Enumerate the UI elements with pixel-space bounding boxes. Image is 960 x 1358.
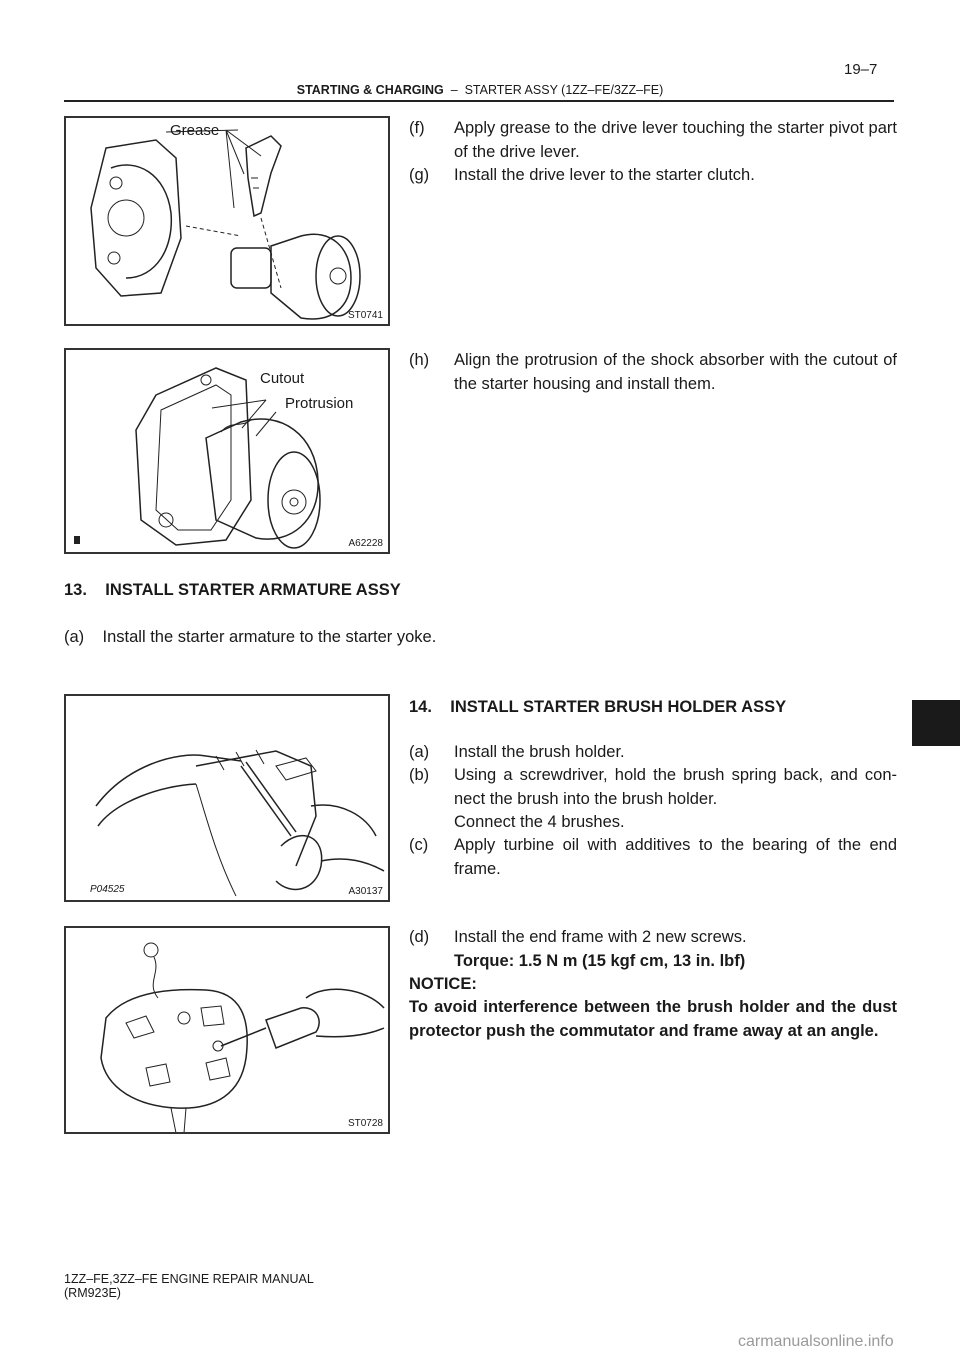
step-letter: (f)	[409, 119, 425, 137]
step-text: Install the drive lever to the starter clutch.	[454, 166, 755, 184]
step-h	[409, 349, 897, 396]
step-letter: (c)	[409, 836, 429, 854]
label-inset-code: P04525	[90, 884, 125, 895]
figure-cutout-protrusion	[64, 348, 390, 554]
header-separator: –	[450, 83, 458, 97]
drive-lever-illustration	[66, 118, 390, 326]
end-frame-illustration	[66, 928, 390, 1134]
figure-code: A30137	[348, 886, 383, 897]
header-subsection: STARTER ASSY (1ZZ–FE/3ZZ–FE)	[464, 83, 664, 97]
footer	[64, 1272, 314, 1300]
footer-manual-code: (RM923E)	[64, 1286, 121, 1300]
footer-manual-title: 1ZZ–FE,3ZZ–FE ENGINE REPAIR MANUAL	[64, 1272, 314, 1286]
notice-text: To avoid interference between the brush holder and the dust protector push the commutator and frame away at an angle.	[409, 998, 897, 1040]
step-letter: (h)	[409, 351, 430, 369]
step-text: Apply turbine oil with additives to the bearing of the end frame.	[454, 836, 897, 878]
torque-spec: Torque: 1.5 N m (15 kgf cm, 13 in. lbf)	[454, 951, 746, 970]
step-14d	[409, 926, 897, 973]
step-letter: (g)	[409, 166, 430, 184]
section-13-step-a: (a) Install the starter armature to the starter yoke.	[64, 628, 437, 646]
step-letter: (d)	[409, 928, 430, 946]
watermark: carmanualsonline.info	[738, 1333, 894, 1350]
section-13-title: 13. INSTALL STARTER ARMATURE ASSY	[64, 581, 401, 599]
label-cutout: Cutout	[260, 370, 305, 387]
page-number: 19–7	[844, 61, 878, 78]
step-g	[409, 164, 897, 188]
section-tab	[912, 700, 960, 746]
step-14b	[409, 764, 897, 835]
figure-end-frame	[64, 926, 390, 1134]
brush-holder-illustration	[66, 696, 390, 902]
figure-code: ST0741	[347, 310, 383, 321]
step-14a	[409, 741, 897, 765]
header-rule	[64, 100, 894, 102]
figure-brush-holder	[64, 694, 390, 902]
shock-absorber-illustration	[66, 350, 390, 554]
section-14-title: 14. INSTALL STARTER BRUSH HOLDER ASSY	[409, 698, 787, 716]
step-extra: Connect the 4 brushes.	[454, 813, 625, 831]
step-text: Install the end frame with 2 new screws.	[454, 928, 747, 946]
notice-title: NOTICE:	[409, 975, 477, 993]
step-text: Install the brush holder.	[454, 743, 625, 761]
figure-code: A62228	[348, 538, 383, 549]
step-text: Apply grease to the drive lever touching the starter pivot part of the drive lever.	[454, 119, 897, 161]
step-text: Using a screwdriver, hold the brush spring back, and con- nect the brush into the brush holder.	[454, 766, 897, 808]
label-protrusion: Protrusion	[285, 395, 354, 412]
step-letter: (b)	[409, 766, 430, 784]
step-f	[409, 117, 897, 164]
step-14c	[409, 834, 897, 881]
figure-drive-lever-grease	[64, 116, 390, 326]
step-letter: (a)	[409, 743, 430, 761]
running-header	[0, 83, 960, 97]
step-text: Align the protrusion of the shock absorber with the cutout of the starter housing and install them.	[454, 351, 897, 393]
figure-code: ST0728	[347, 1118, 383, 1129]
label-grease: Grease	[170, 122, 220, 139]
header-section: STARTING & CHARGING	[296, 83, 444, 97]
